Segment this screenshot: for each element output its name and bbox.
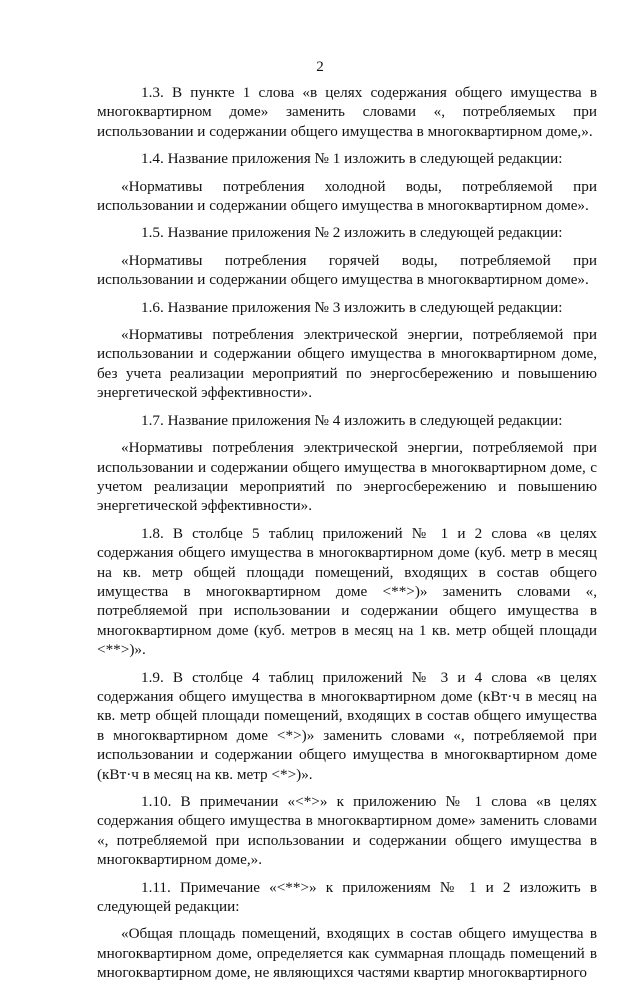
paragraph-1-11: 1.11. Примечание «<**>» к приложениям № 1 и 2 изложить в следующей редакции: [97,878,597,916]
quote-appendix-1-title: «Нормативы потребления холодной воды, потребляемой при использовании и содержании общего имущества в многоквартирном доме». [97,177,597,215]
paragraph-1-3: 1.3. В пункте 1 слова «в целях содержания общего имущества в многоквартирном доме» заменить словами «, потребляемых при использовании и содержании общего имущества в многоквартирном доме,». [97,84,597,140]
paragraph-1-10: 1.10. В примечании «<*>» к приложению № 1 слова «в целях содержания общего имущества в многоквартирном доме» заменить словами «, потребляемой при использовании и содержании общего имущества в многоквартирном доме,». [97,793,597,869]
page-number: 2 [316,59,324,75]
paragraph-1-6: 1.6. Название приложения № 3 изложить в следующей редакции: [141,298,563,316]
paragraph-1-8: 1.8. В столбце 5 таблиц приложений № 1 и 2 слова «в целях содержания общего имущества в многоквартирном доме (куб. метр в месяц на кв. метр общей площади помещений, входящих в состав общего имущества в многоквартирном доме <**>)» заменить словами «, потребляемой при использовании и содержании общего имущества в многоквартирном доме (куб. метров в месяц на 1 кв. метр общей площади <**>)». [97,524,597,659]
quote-appendix-3-title: «Нормативы потребления электрической энергии, потребляемой при использовании и содержании общего имущества в многоквартирном доме, без учета реализации мероприятий по энергосбережению и повышению энергетической эффективности». [97,326,597,402]
quote-appendix-4-title: «Нормативы потребления электрической энергии, потребляемой при использовании и содержании общего имущества в многоквартирном доме, с учетом реализации мероприятий по энергосбережению и повышению энергетической эффективности». [97,439,597,515]
paragraph-1-7: 1.7. Название приложения № 4 изложить в следующей редакции: [141,411,563,429]
paragraph-1-5: 1.5. Название приложения № 2 изложить в следующей редакции: [141,224,563,242]
document-body [97,83,597,983]
paragraph-1-4: 1.4. Название приложения № 1 изложить в следующей редакции: [141,150,563,168]
quote-note-total-area: «Общая площадь помещений, входящих в состав общего имущества в многоквартирном доме, определяется как суммарная площадь помещений в многоквартирном доме, не являющихся частями квартир многоквартирного [97,925,597,982]
quote-appendix-2-title: «Нормативы потребления горячей воды, потребляемой при использовании и содержании общего имущества в многоквартирном доме». [97,251,597,289]
paragraph-1-9: 1.9. В столбце 4 таблиц приложений № 3 и 4 слова «в целях содержания общего имущества в многоквартирном доме (кВт·ч в месяц на кв. метр общей площади помещений, входящих в состав общего имущества в многоквартирном доме <*>)» заменить словами «, потребляемой при использовании и содержании общего имущества в многоквартирном доме (кВт·ч в месяц на кв. метр <*>)». [97,668,597,783]
